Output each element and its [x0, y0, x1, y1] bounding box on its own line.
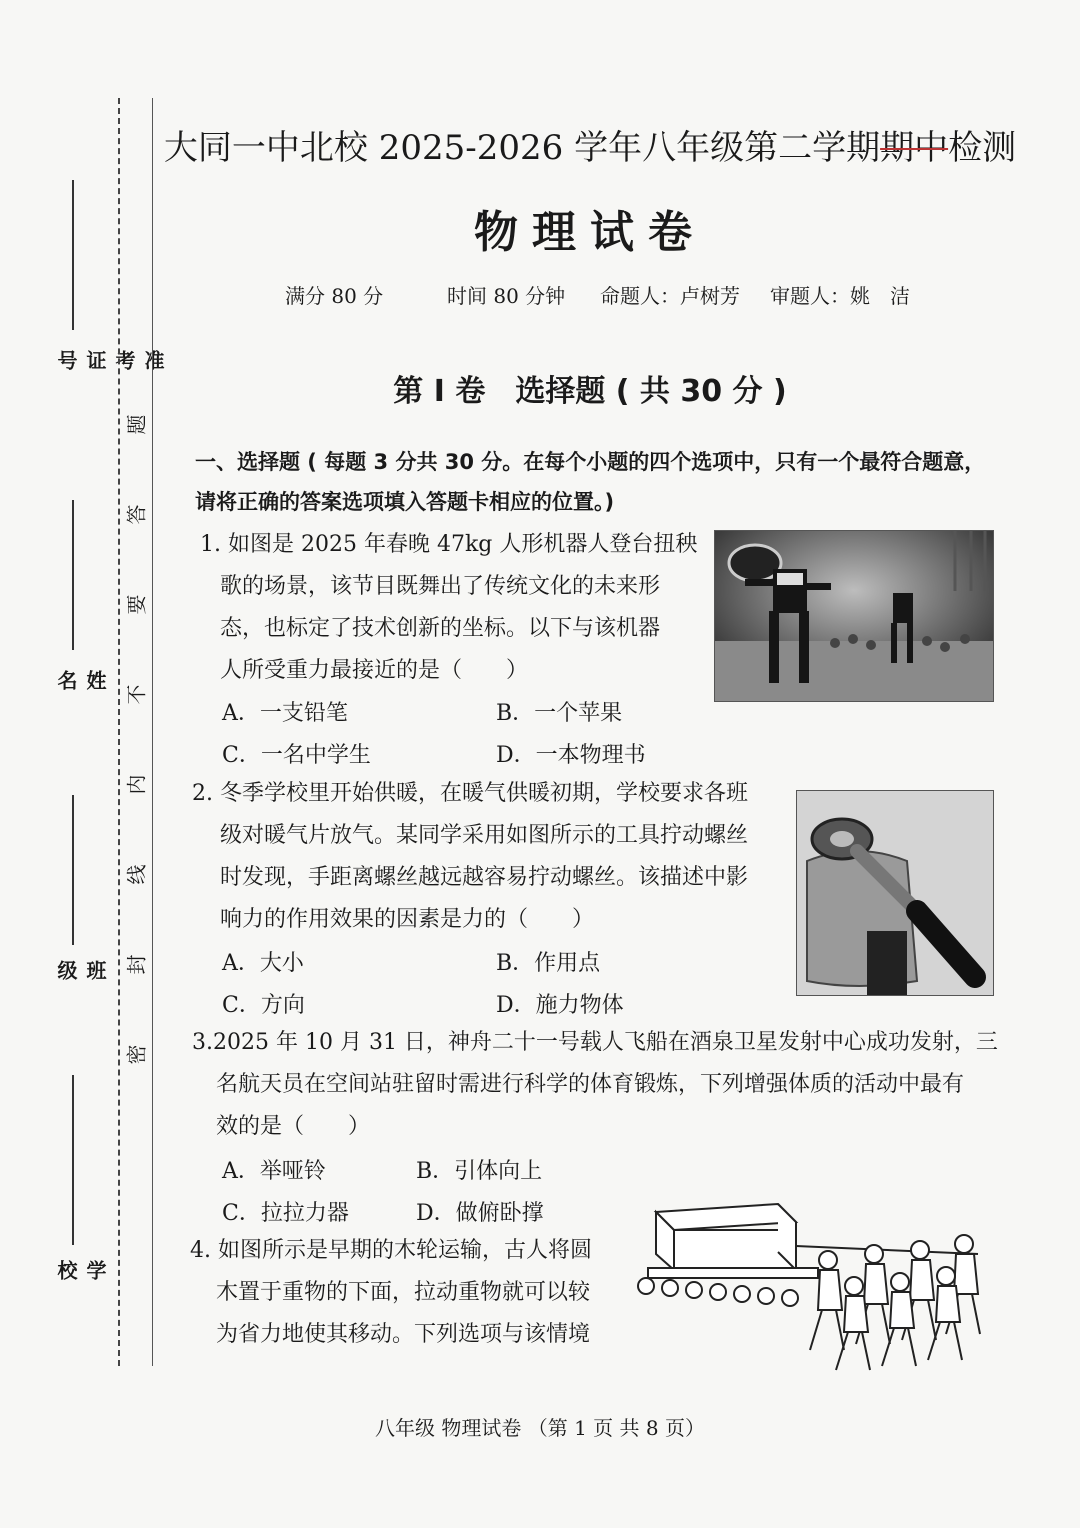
- question-4: [190, 1230, 620, 1356]
- class-label: 班 级: [54, 960, 107, 1012]
- page-footer: 八年级 物理试卷 （第 1 页 共 8 页）: [375, 1416, 705, 1440]
- question-2: [192, 773, 782, 941]
- question-line: 名航天员在空间站驻留时需进行科学的体育锻炼，下列增强体质的活动中最有: [216, 1072, 965, 1097]
- seal-char: 题: [124, 414, 149, 435]
- seal-char: 封: [124, 954, 149, 975]
- q2-option-a[interactable]: A．大小: [222, 951, 304, 976]
- q2-option-d[interactable]: D．施力物体: [496, 993, 624, 1018]
- question-line: 4. 如图所示是早期的木轮运输，古人将圆: [190, 1238, 592, 1263]
- class-underline: [72, 795, 74, 945]
- q2-option-c[interactable]: C．方向: [222, 993, 305, 1018]
- question-1: [200, 524, 710, 692]
- q1-option-a[interactable]: A．一支铅笔: [222, 701, 348, 726]
- fold-line-left: [118, 98, 120, 1366]
- seal-char: 要: [124, 594, 149, 615]
- school-label: 学 校: [54, 1260, 107, 1312]
- question-line: 1. 如图是 2025 年春晚 47kg 人形机器人登台扭秧: [200, 532, 698, 557]
- school-underline: [72, 1075, 74, 1245]
- exam-title-prefix: 大同一中北校 2025-2026 学年八年级第二学期: [163, 128, 881, 168]
- question-line: 2. 冬季学校里开始供暖，在暖气供暖初期，学校要求各班: [192, 781, 748, 806]
- q3-option-d[interactable]: D．做俯卧撑: [416, 1201, 544, 1226]
- section-title: 第 Ⅰ 卷 选择题 ( 共 30 分 ): [393, 374, 787, 409]
- question-line: 人所受重力最接近的是（ ）: [220, 658, 529, 683]
- instruction-line-1: 一、选择题 ( 每题 3 分共 30 分。在每个小题的四个选项中，只有一个最符合题意，: [195, 450, 986, 474]
- seal-char: 内: [124, 774, 149, 795]
- question-line: 为省力地使其移动。下列选项与该情境: [216, 1322, 591, 1347]
- exam-title: [130, 120, 1050, 169]
- name-underline: [72, 500, 74, 650]
- reviewer: 审题人：姚 洁: [770, 284, 910, 308]
- question-line: 时发现，手距离螺丝越远越容易拧动螺丝。该描述中影: [220, 865, 749, 890]
- seal-char: 不: [124, 684, 149, 705]
- question-line: 木置于重物的下面，拉动重物就可以较: [216, 1280, 591, 1305]
- wrench-photo: [796, 790, 994, 996]
- full-score: 满分 80 分: [285, 284, 384, 308]
- exam-no-underline: [72, 180, 74, 330]
- question-line: 级对暖气片放气。某同学采用如图所示的工具拧动螺丝: [220, 823, 749, 848]
- question-line: 歌的场景，该节目既舞出了传统文化的未来形: [220, 574, 661, 599]
- q1-option-c[interactable]: C．一名中学生: [222, 743, 371, 768]
- seal-char: 密: [124, 1044, 149, 1065]
- q3-option-a[interactable]: A．举哑铃: [222, 1159, 326, 1184]
- question-line: 效的是（ ）: [216, 1114, 371, 1139]
- exam-time: 时间 80 分钟: [447, 284, 566, 308]
- q2-option-b[interactable]: B．作用点: [496, 951, 601, 976]
- question-3: [192, 1022, 1012, 1148]
- seal-char: 线: [124, 864, 149, 885]
- exam-title-suffix: 检测: [948, 128, 1017, 168]
- q1-option-d[interactable]: D．一本物理书: [496, 743, 646, 768]
- question-author: 命题人：卢树芳: [600, 284, 740, 308]
- q3-option-c[interactable]: C．拉拉力器: [222, 1201, 349, 1226]
- exam-title-strike: 期中: [880, 128, 949, 168]
- seal-char: 答: [124, 504, 149, 525]
- exam-no-label: 准考证号: [54, 350, 165, 376]
- log-roller-illustration: [628, 1190, 998, 1380]
- question-line: 响力的作用效果的因素是力的（ ）: [220, 907, 595, 932]
- question-line: 态，也标定了技术创新的坐标。以下与该机器: [220, 616, 661, 641]
- instruction-line-2: 请将正确的答案选项填入答题卡相应的位置。): [195, 490, 615, 514]
- q3-option-b[interactable]: B．引体向上: [416, 1159, 543, 1184]
- q1-option-b[interactable]: B．一个苹果: [496, 701, 623, 726]
- subject-title: 物理试卷: [474, 207, 706, 258]
- fold-line-right: [152, 98, 153, 1366]
- robot-dance-photo: [714, 530, 994, 702]
- question-line: 3.2025 年 10 月 31 日，神舟二十一号载人飞船在酒泉卫星发射中心成功发射，三: [192, 1030, 998, 1055]
- name-label: 姓 名: [54, 670, 107, 722]
